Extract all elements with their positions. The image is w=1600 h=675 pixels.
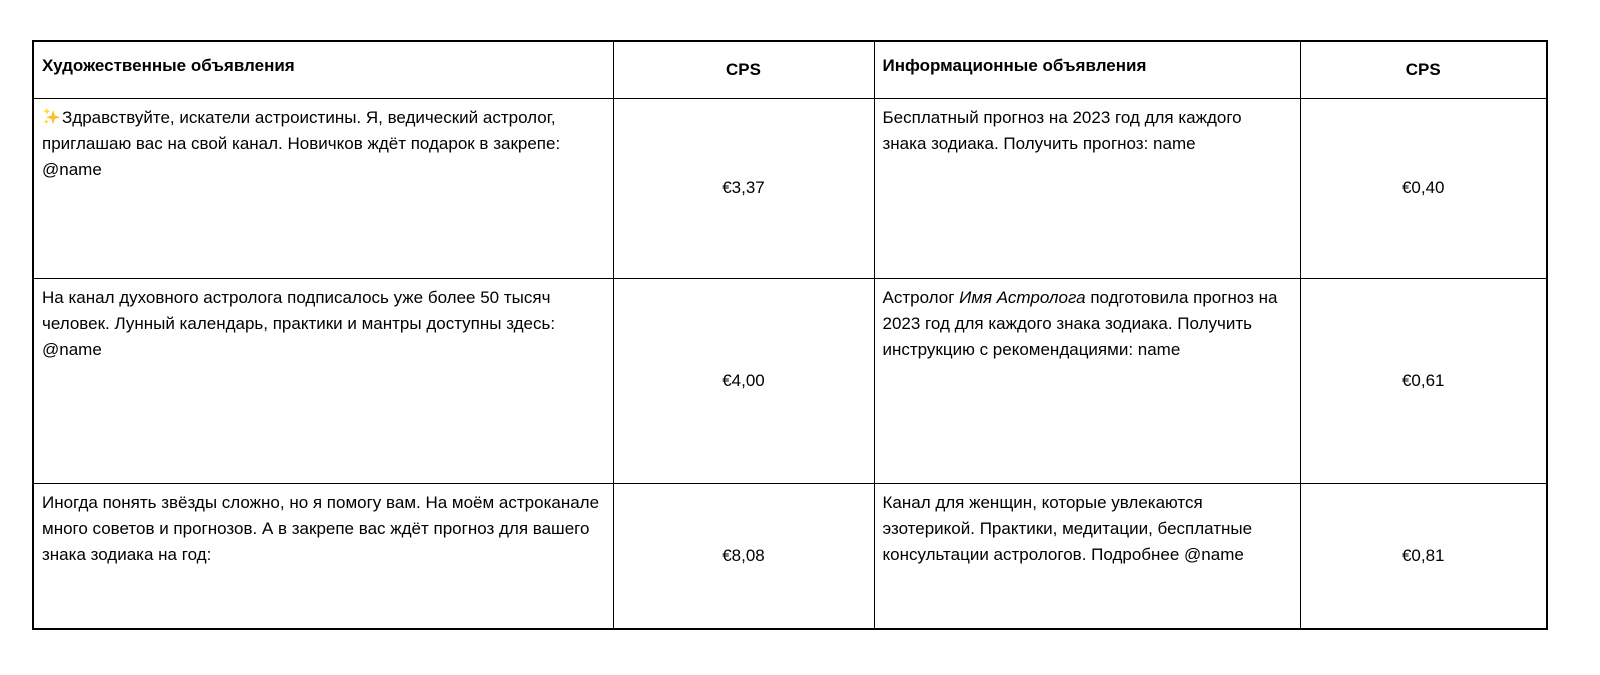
informational-ad-text: Астролог <box>882 287 960 307</box>
table-row <box>33 483 1547 629</box>
artistic-cps-value: €4,00 <box>613 278 874 483</box>
artistic-ad-text-cell <box>33 278 613 483</box>
artistic-cps-value: €8,08 <box>613 483 874 629</box>
informational-ad-text-cell <box>874 98 1300 278</box>
table-row <box>33 278 1547 483</box>
informational-cps-value: €0,61 <box>1300 278 1547 483</box>
artistic-ad-text-cell <box>33 483 613 629</box>
column-header-cps-artistic: CPS <box>613 41 874 98</box>
artistic-ad-text: Иногда понять звёзды сложно, но я помогу вам. На моём астроканале много советов и прогнозов. А в закрепе вас ждёт прогноз для вашего знака зодиака на год: <box>42 492 600 564</box>
column-header-informational-ads: Информационные объявления <box>874 41 1300 98</box>
informational-cps-value: €0,40 <box>1300 98 1547 278</box>
artistic-cps-value: €3,37 <box>613 98 874 278</box>
informational-ad-text-cell <box>874 278 1300 483</box>
artistic-ad-text: Здравствуйте, искатели астроистины. Я, ведический астролог, приглашаю вас на свой канал. Новичков ждёт подарок в закрепе: @name <box>42 107 561 179</box>
informational-cps-value: €0,81 <box>1300 483 1547 629</box>
informational-ad-text: Канал для женщин, которые увлекаются эзотерикой. Практики, медитации, бесплатные консультации астрологов. Подробнее @name <box>882 492 1253 564</box>
artistic-ad-text-cell <box>33 98 613 278</box>
column-header-cps-informational: CPS <box>1300 41 1547 98</box>
astrologer-name-placeholder: Имя Астролога <box>959 287 1086 307</box>
informational-ad-text-cell <box>874 483 1300 629</box>
informational-ad-text-end: подготовила прогноз на 2023 год для каждого знака зодиака. Получить инструкцию с рекомендациями: name <box>882 287 1278 359</box>
artistic-ad-text: На канал духовного астролога подписалось уже более 50 тысяч человек. Лунный календарь, практики и мантры доступны здесь: @name <box>42 287 556 359</box>
sparkles-emoji-icon <box>42 107 61 126</box>
informational-ad-text: Бесплатный прогноз на 2023 год для каждого знака зодиака. Получить прогноз: name <box>882 107 1242 153</box>
table-header-row <box>33 41 1547 98</box>
table-row <box>33 98 1547 278</box>
column-header-artistic-ads: Художественные объявления <box>33 41 613 98</box>
ads-comparison-table <box>32 40 1548 630</box>
